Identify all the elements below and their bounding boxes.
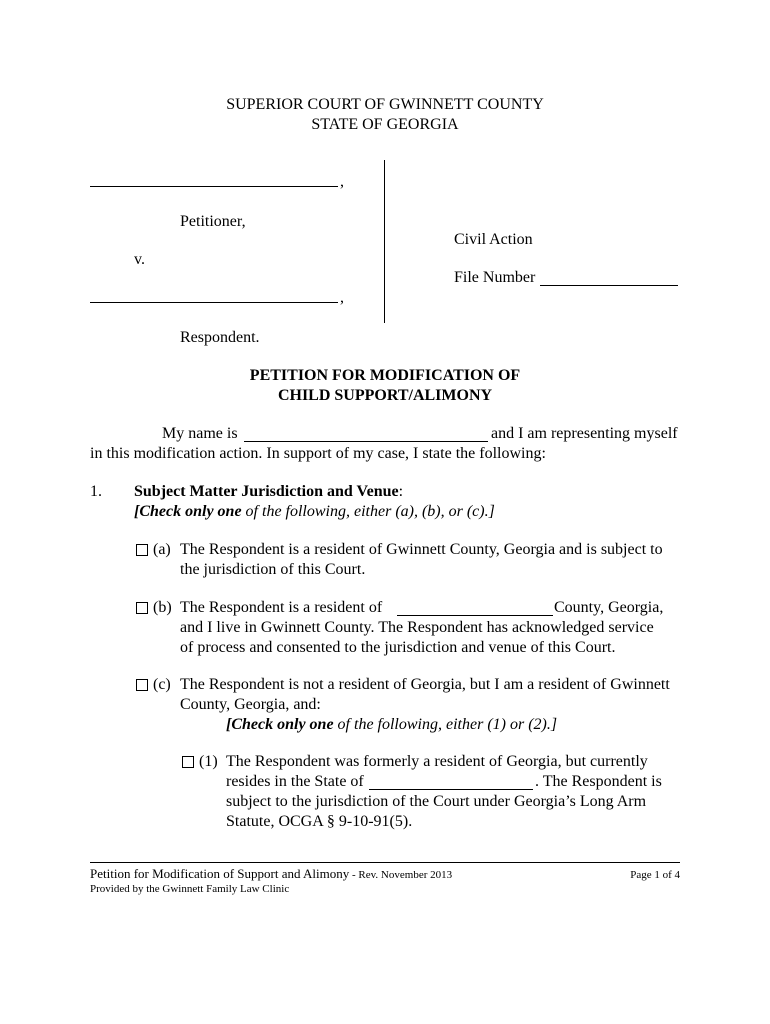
option-a-label: (a) [153,541,171,558]
petitioner-comma: , [340,173,344,190]
sub-option-1-line4: Statute, OCGA § 9-10-91(5). [226,813,413,830]
sub-option-1-label: (1) [199,753,218,770]
instruction-rest: of the following, either (a), (b), or (c).] [241,503,495,520]
option-b-line1-pre: The Respondent is a resident of [180,599,383,616]
option-c-label: (c) [153,676,171,693]
section-number: 1. [90,483,102,500]
option-c-instruction [226,715,557,735]
sub-option-1-line1: The Respondent was formerly a resident of Georgia, but currently [226,753,648,770]
petitioner-name-line[interactable] [90,170,338,187]
instruction-check-only: [Check only one [134,503,242,520]
sub-option-1-checkbox[interactable] [182,756,194,768]
sub-option-1-line2-pre: resides in the State of [226,773,364,790]
sub-option-1-line2-post: . The Respondent is [535,773,662,790]
section-heading-text: Subject Matter Jurisdiction and Venue [134,483,399,500]
footer-title [90,866,452,883]
intro-line2: in this modification action. In support of my case, I state the following: [90,445,546,462]
file-number-field[interactable] [540,270,678,286]
court-name: SUPERIOR COURT OF GWINNETT COUNTY [226,96,544,113]
name-field[interactable] [244,426,488,442]
respondent-label: Respondent. [180,329,260,346]
option-c-checkbox[interactable] [136,679,148,691]
section-instruction [134,502,495,522]
respondent-comma: , [340,289,344,306]
petitioner-label: Petitioner, [180,213,246,230]
option-b-line3: of process and consented to the jurisdiction and venue of this Court. [180,639,616,656]
footer-page-number: Page 1 of 4 [630,869,680,881]
option-b-label: (b) [153,599,172,616]
option-c-line2: County, Georgia, and: [180,696,321,713]
option-a-line2: the jurisdiction of this Court. [180,561,366,578]
footer-revision: - Rev. November 2013 [349,869,453,881]
state-name: STATE OF GEORGIA [311,116,459,133]
option-a-checkbox[interactable] [136,544,148,556]
respondent-county-field[interactable] [397,600,553,616]
section-heading-colon: : [398,483,404,500]
option-b-checkbox[interactable] [136,602,148,614]
versus-label: v. [134,251,145,268]
option-c-line1: The Respondent is not a resident of Georgia, but I am a resident of Gwinnett [180,676,670,693]
option-b-line1-post: County, Georgia, [554,599,664,616]
civil-action-label: Civil Action [454,231,533,248]
file-number-label: File Number [454,269,536,286]
footer-provided-by: Provided by the Gwinnett Family Law Clinic [90,883,290,895]
intro-my-name: My name is [162,425,238,442]
option-c-instruction-rest: of the following, either (1) or (2).] [333,716,558,733]
respondent-name-line[interactable] [90,286,338,303]
footer-rule [90,862,680,863]
section-heading [134,482,403,502]
petition-title-line1: PETITION FOR MODIFICATION OF [249,367,521,384]
option-a-line1: The Respondent is a resident of Gwinnett County, Georgia and is subject to [180,541,663,558]
option-c-instruction-check-only: [Check only one [226,716,334,733]
option-b-line2: and I live in Gwinnett County. The Respondent has acknowledged service [180,619,654,636]
petition-title-line2: CHILD SUPPORT/ALIMONY [277,387,493,404]
footer-form-title: Petition for Modification of Support and Alimony [90,866,350,881]
sub-option-1-line3: subject to the jurisdiction of the Court under Georgia’s Long Arm [226,793,647,810]
caption-divider [384,160,385,323]
respondent-state-field[interactable] [369,774,533,790]
intro-representing: and I am representing myself [491,425,678,442]
